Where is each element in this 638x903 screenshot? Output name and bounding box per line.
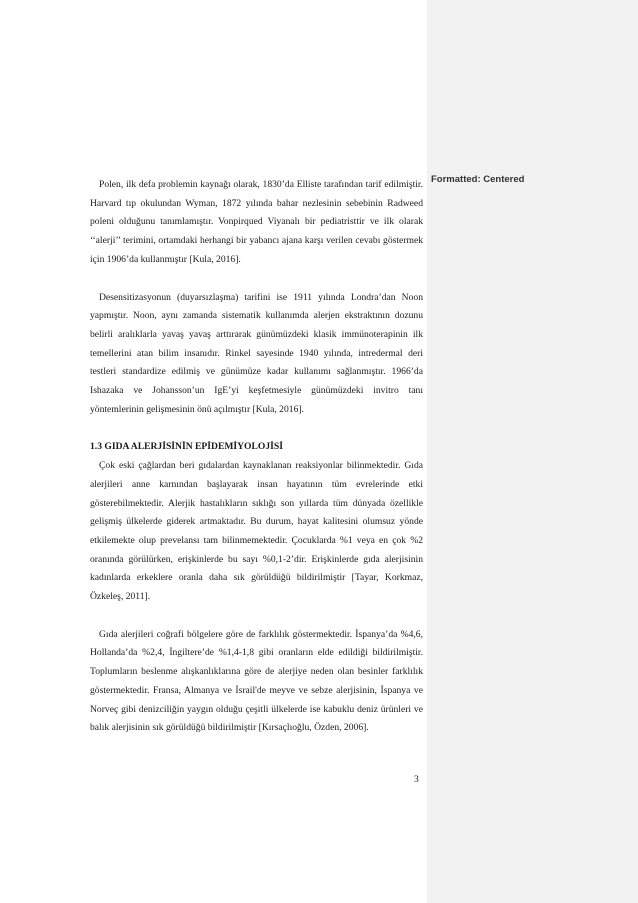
page-number: 3	[414, 774, 419, 785]
document-body	[90, 176, 423, 757]
section-heading: 1.3 GIDA ALERJİSİNİN EPİDEMİYOLOJİSİ	[90, 441, 283, 453]
paragraph-pollen-history: Polen, ilk defa problemin kaynağı olarak, 1830’da Elliste tarafından tarif edilmiştir. Harvard tıp okulundan Wyman, 1872 yılında bahar nezlesinin sebebinin Radweed poleni olduğunu tanımlamıştır. Vonpirqued Viyanalı bir pediatristtir ve ilk olarak ‘‘alerji’’ terimini, ortamdaki herhangi bir yabancı ajana karşı verilen cevabı göstermek için 1906’da kullanmıştır [Kula, 2016].	[90, 179, 423, 265]
comment-pane	[427, 0, 638, 903]
paragraph-desensitization: Desensitizasyonun (duyarsızlaşma) tarifini ise 1911 yılında Londra’dan Noon yapmıştır. Noon, aynı zamanda sistematik kullanımda alerjen ekstraktının dozunu belirli aralıklarla yavaş yavaş arttırarak günümüzdeki klasik immünoterapinin ilk temellerini atan bilim insanıdır. Rinkel sayesinde 1940 yılında, intredermal deri testleri standardize edilmiş ve günümüze kadar kullanımı sağlanmıştır. 1966’da Ishazaka ve Johansson’un IgE’yi keşfetmesiyle günümüzdeki invitro tanı yöntemlerinin gelişmesinin önü açılmıştır [Kula, 2016].	[90, 291, 423, 415]
paragraph-geography: Gıda alerjileri coğrafi bölgelere göre de farklılık göstermektedir. İspanya’da %4,6, Hollanda’da %2,4, İngiltere’de %1,4-1,8 gibi oranların elde edildiği bildirilmiştir. Toplumların beslenme alışkanlıklarına göre de alerjiye neden olan besinler farklılık göstermektedir. Fransa, Almanya ve İsrail'de meyve ve sebze alerjisinin, İspanya ve Norveç gibi denizciliğin yaygın olduğu çeşitli ülkelerde ise kabuklu deniz ürünleri ve balık alerjisinin sık görüldüğü bildirilmiştir [Kırsaçlıoğlu, Özden, 2006].	[90, 628, 423, 734]
paragraph-epidemiology: Çok eski çağlardan beri gıdalardan kaynaklanan reaksiyonlar bilinmektedir. Gıda alerjileri anne karnından başlayarak insan hayatının tüm evrelerinde etki gösterebilmektedir. Alerjik hastalıkların sıklığı son yıllarda tüm dünyada özellikle gelişmiş ülkelerde giderek artmaktadır. Bu durum, hayat kalitesini olumsuz yönde etkilemekte olup prevelansı tam bilinmemektedir. Çocuklarda %1 veya en çok %2 oranında görülürken, erişkinlerde bu sayı %0,1-2’dir. Erişkinlerde gıda alerjisinin kadınlarda erkeklere oranla daha sık görüldüğü bildirilmiştir [Tayar, Korkmaz, Özkeleş, 2011].	[90, 460, 423, 603]
comment-pane-title: Formatted: Centered	[431, 174, 525, 185]
